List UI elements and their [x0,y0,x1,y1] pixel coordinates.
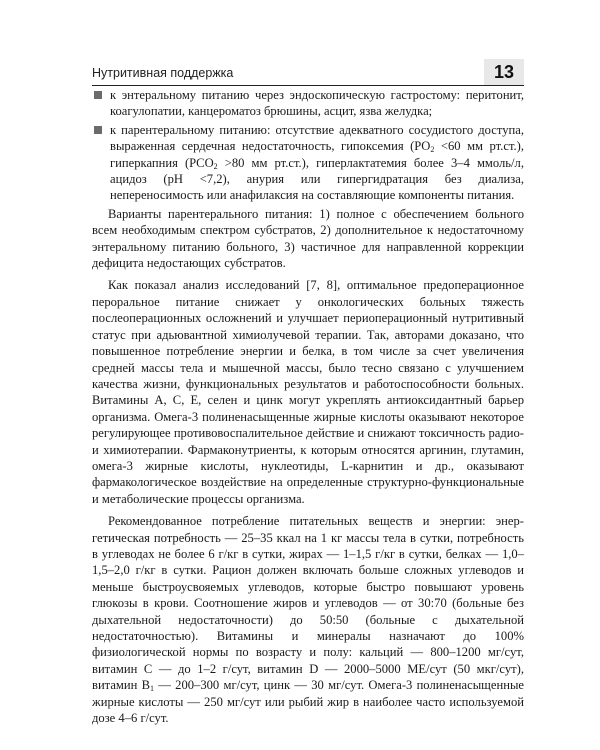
list-item-text [110,123,524,203]
contraindications-list [92,87,524,204]
text-run: Рекомендованное потребление питательных веществ и энергии: энергетическая потребность — 25–35 ккал на 1 кг массы тела в сутки, потребность в углеводах не более 6 г/кг в сутки, жирах — 1–1,5 г/кг в сутки, белках — 1,0–1,5–2,0 г/кг в сутки. Рацион должен включать больше сложных углеводов и меньше быстроусвояемых углеводов, которые быстро повышают уровень глюкозы в крови. Соотношение жиров и углеводов — от 30:70 (больные без дыхательной недостаточности) до 50:50 (больные с дыхательной недостаточностью). Витамины и минералы назначают до 100% физиологической нормы по возрасту и полу: кальций — 800–1200 мг/сут, витамин C — до 1–2 г/сут, витамин D — 2000–5000 МЕ/сут (50 мкг/сут), витамин B [92,514,524,693]
list-item-text: к энтеральному питанию через эндоскопическую гастростому: перитонит, коагулопатии, канцероматоз брюшины, асцит, язва желудка; [110,88,524,119]
running-header [92,55,524,86]
text-run: к парентеральному питанию: отсутствие адекватного сосудистого доступа, выраженная сердечная недостаточность, гипоксемия (PO [110,122,524,154]
list-item [92,122,524,204]
running-title: Нутритивная поддержка [92,66,234,80]
text-run: >80 мм рт.ст.), гиперлактатемия более 3–4 ммоль/л, ацидоз (pH <7,2), анурия или гипергидратация без диализа, непереносимость или анафилаксия на составляющие компоненты питания. [110,155,524,203]
subscript: 1 [150,684,155,694]
square-bullet-icon [94,91,102,99]
page-body [92,87,524,732]
subscript: 2 [430,145,435,155]
paragraph-recommended-intake [92,513,524,726]
paragraph-research-analysis: Как показал анализ исследований [7, 8], оптимальное предоперационное пероральное питание снижает у онкологических больных тяжесть послеоперационных осложнений и улучшает периоперационный нутритивный статус при адьювантной химиолучевой терапии. Так, авторами доказано, что повышенное потребление энергии и белка, в том числе за счет увеличения средней массы тела и мышечной массы, было тесно связано с улучшением качества жизни, функциональных результатов и работоспособности больных. Витамины A, C, E, селен и цинк могут укреплять антиоксидантный барьер организма. Омега-3 полиненасыщенные жирные кислоты оказывают некоторое регулирующее противовоспалительное действие и снижают токсичность радио- и химиотерапии. Фармаконутриенты, к которым относятся аргинин, глутамин, омега-3 жирные кислоты, нуклеотиды, L-карнитин и др., оказывают фармакологическое воздействие на определенные структурно-функциональные и метаболические процессы организма. [92,278,524,506]
paragraph-parenteral-variants: Варианты парентерального питания: 1) полное с обеспечением больного всем необходимым спектром субстратов, 2) дополнительное к недостаточному энтеральному питанию больного, 3) частичное для направленной коррекции дефицита недостающих субстратов. [92,206,524,271]
text-run: — 200–300 мг/сут, цинк — 30 мг/сут. Омега-3 полиненасыщенные жирные кислоты — 250 мг/сут или рыбий жир в наиболее часто используемой дозе 4–6 г/сут. [92,678,524,726]
list-item [92,87,524,120]
subscript: 2 [213,161,218,171]
square-bullet-icon [94,126,102,134]
text-run: <60 мм рт.ст.), гиперкапния (PCO [110,139,524,170]
page-number: 13 [484,59,524,85]
